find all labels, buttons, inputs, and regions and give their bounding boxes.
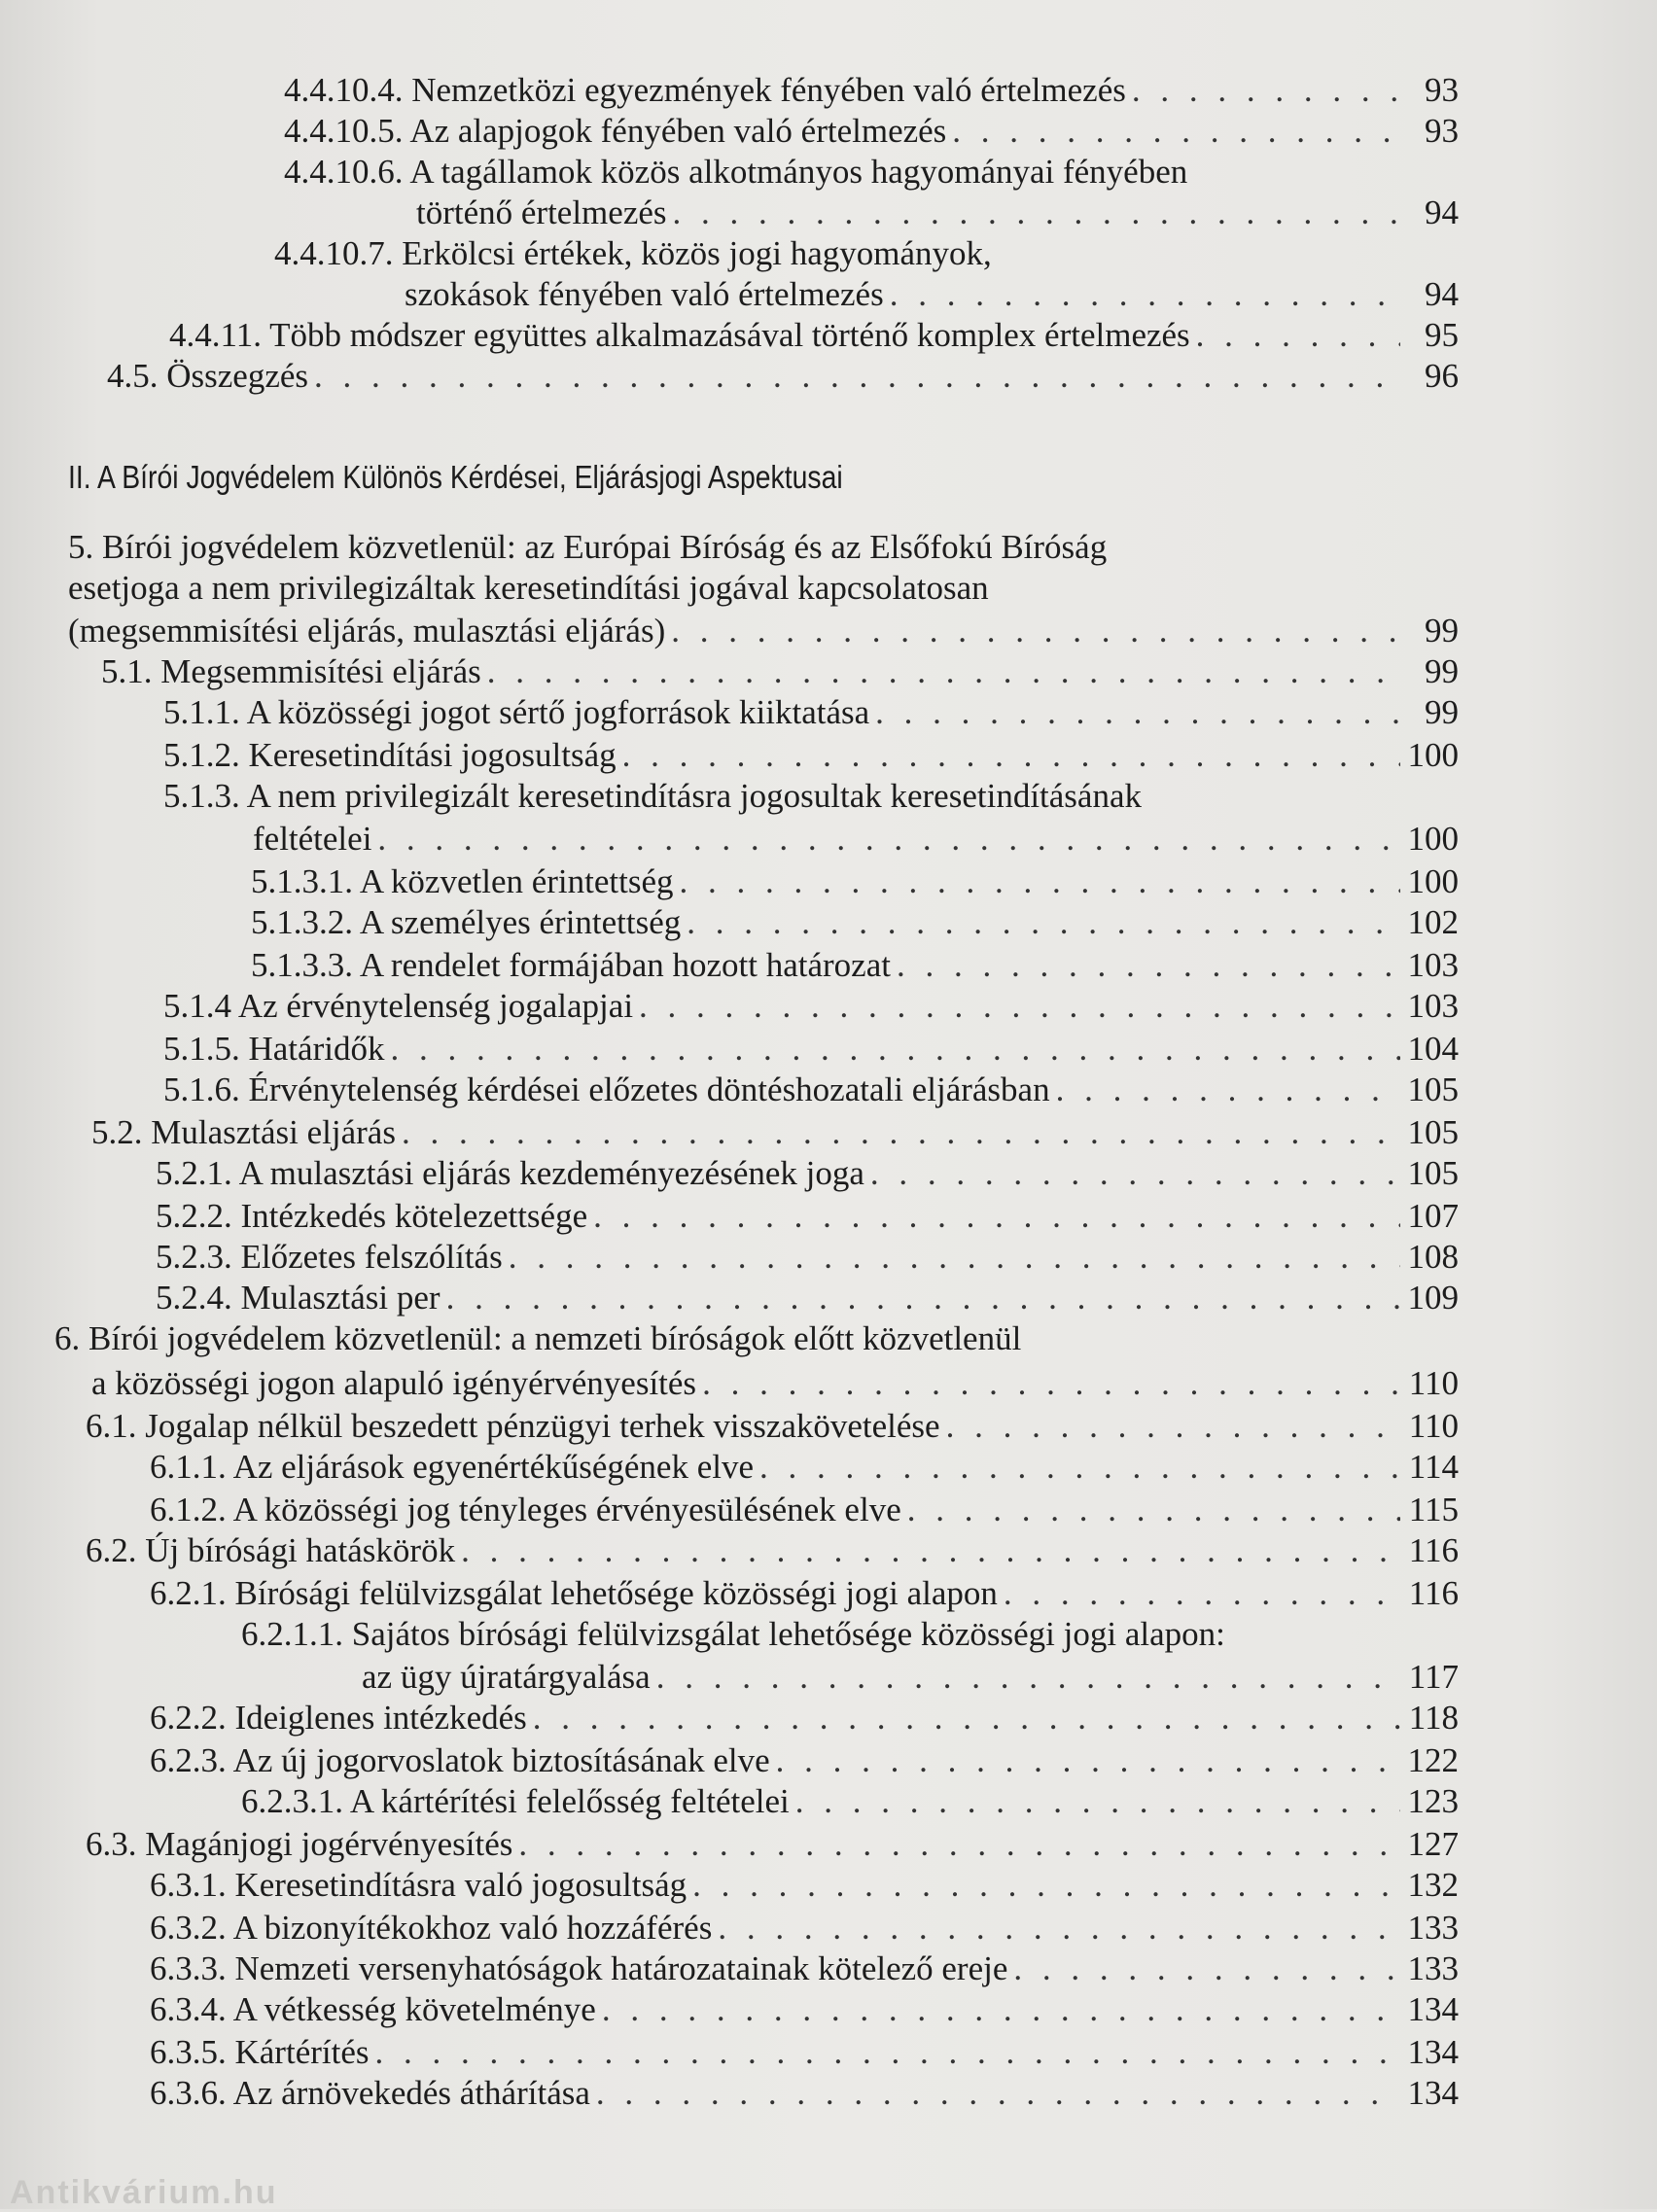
entry-title: A mulasztási eljárás kezdeményezésének joga — [238, 1154, 864, 1192]
entry-number: 6.1. — [86, 1407, 137, 1445]
entry-number: 5.2.3. — [156, 1238, 232, 1276]
entry-title-continued: feltételei — [253, 820, 372, 858]
page-number: 100 — [1407, 862, 1459, 900]
leader-dots — [390, 1029, 1400, 1070]
entry-number: 6.1.2. — [150, 1491, 227, 1528]
page-number: 105 — [1407, 1154, 1459, 1192]
chapter-heading-line — [54, 1318, 1459, 1359]
page-number: 133 — [1407, 1909, 1459, 1947]
page-number: 93 — [1425, 71, 1459, 109]
entry-number: 6.2.3. — [150, 1741, 227, 1779]
entry-title-continued: az ügy újratárgyalása — [362, 1658, 651, 1696]
entry-number: 4.4.10.5. — [284, 112, 404, 150]
toc-entry — [251, 945, 1459, 986]
page-number: 94 — [1425, 193, 1459, 231]
entry-title: Sajátos bírósági felülvizsgálat lehetősége közösségi jogi alapon: — [351, 1615, 1225, 1653]
leader-dots — [602, 1989, 1400, 2030]
entry-number: 5.1.4 — [163, 987, 231, 1025]
entry-title: Kártérítés — [234, 2033, 370, 2071]
entry-title: Ideiglenes intézkedés — [234, 1699, 527, 1737]
leader-dots — [487, 651, 1400, 692]
entry-title: Mulasztási per — [240, 1279, 441, 1317]
leader-dots — [622, 735, 1400, 776]
toc-entry-first-line — [284, 152, 1459, 193]
leader-dots — [593, 1196, 1400, 1237]
entry-number: 6.2.2. — [150, 1699, 227, 1737]
toc-entry-first-line — [241, 1614, 1459, 1655]
leader-dots — [870, 1153, 1400, 1194]
page-number: 105 — [1407, 1113, 1459, 1151]
toc-entry — [150, 1949, 1459, 1989]
leader-dots — [759, 1447, 1400, 1488]
leader-dots — [533, 1698, 1400, 1738]
entry-number: 5.1.3.2. — [251, 903, 353, 941]
toc-entry — [107, 356, 1459, 397]
entry-title: Az új jogorvoslatok biztosításának elve — [232, 1741, 770, 1779]
entry-title: A közvetlen érintettség — [359, 862, 674, 900]
toc-entry — [150, 1447, 1459, 1488]
entry-number: 6.3.1. — [150, 1866, 227, 1904]
entry-title: Megsemmisítési eljárás — [160, 652, 481, 690]
entry-number: 6.1.1. — [150, 1448, 227, 1486]
toc-entry — [163, 735, 1459, 776]
entry-number: 5.2. — [91, 1113, 143, 1151]
entry-title: Magánjogi jogérvényesítés — [145, 1825, 513, 1863]
toc-entry-continuation — [253, 819, 1459, 860]
leader-dots — [314, 356, 1400, 397]
page-number: 100 — [1407, 820, 1459, 858]
toc-entry — [150, 2032, 1459, 2073]
entry-title: A kártérítési felelősség feltételei — [349, 1782, 790, 1820]
toc-entry — [163, 1029, 1459, 1070]
toc-entry — [156, 1237, 1459, 1278]
toc-entry — [284, 70, 1459, 111]
page-number: 105 — [1407, 1071, 1459, 1108]
leader-dots — [718, 1908, 1400, 1949]
entry-title: Intézkedés kötelezettsége — [240, 1197, 588, 1235]
entry-number: 6.2.3.1. — [241, 1782, 343, 1820]
toc-entry — [86, 1824, 1459, 1865]
entry-title: A tagállamok közös alkotmányos hagyományai fényében — [409, 153, 1188, 191]
page-number: 123 — [1407, 1782, 1459, 1820]
entry-title: Több módszer együttes alkalmazásával történő komplex értelmezés — [269, 316, 1190, 354]
page-number: 102 — [1407, 903, 1459, 941]
page-number: 107 — [1407, 1197, 1459, 1235]
entry-title: A közösségi jog tényleges érvényesülésének elve — [232, 1491, 901, 1528]
entry-number: 5.1.1. — [163, 693, 240, 731]
page-number: 122 — [1407, 1741, 1459, 1779]
leader-dots — [702, 1363, 1400, 1404]
page-number: 108 — [1407, 1238, 1459, 1276]
page-number: 117 — [1408, 1658, 1459, 1696]
entry-number: 6.3. — [86, 1825, 137, 1863]
entry-number: 5.1. — [101, 652, 153, 690]
entry-number: 6.2.1. — [150, 1574, 227, 1612]
leader-dots — [776, 1740, 1400, 1781]
entry-title: Keresetindítási jogosultság — [248, 736, 617, 774]
entry-title: A rendelet formájában hozott határozat — [359, 946, 891, 984]
toc-entry — [150, 1989, 1459, 2030]
entry-number: 4.4.10.4. — [284, 71, 404, 109]
entry-number: 6.3.3. — [150, 1949, 227, 1987]
page-number: 99 — [1425, 652, 1459, 690]
toc-entry — [150, 1573, 1459, 1614]
leader-dots — [1056, 1070, 1400, 1110]
entry-title: Új bírósági hatáskörök — [145, 1531, 456, 1569]
leader-dots — [377, 819, 1400, 860]
page-number: 115 — [1408, 1491, 1459, 1528]
toc-entry — [150, 2073, 1459, 2114]
entry-title: Összegzés — [166, 357, 309, 395]
entry-number: 4.4.10.6. — [284, 153, 404, 191]
entry-number: 4.5. — [107, 357, 159, 395]
entry-number: 6.2. — [86, 1531, 137, 1569]
entry-number: 5.1.3. — [163, 777, 240, 815]
entry-title: Az érvénytelenség jogalapjai — [237, 987, 634, 1025]
toc-entry-continuation — [416, 193, 1459, 233]
page-number: 99 — [1425, 612, 1459, 650]
leader-dots — [461, 1530, 1400, 1571]
toc-entry — [284, 111, 1459, 152]
toc-entry — [163, 986, 1459, 1027]
entry-title: Az árnövekedés áthárítása — [232, 2074, 590, 2112]
entry-number: 6.3.6. — [150, 2074, 227, 2112]
entry-title-continued: szokások fényében való értelmezés — [405, 275, 884, 313]
leader-dots — [402, 1112, 1400, 1153]
toc-entry-continuation — [362, 1657, 1459, 1698]
entry-number: 4.4.11. — [169, 316, 262, 354]
leader-dots — [673, 193, 1400, 233]
page-number: 100 — [1407, 736, 1459, 774]
leader-dots — [795, 1781, 1400, 1822]
chapter-heading-line: esetjoga a nem privilegizáltak keresetindítási jogával kapcsolatosan — [68, 569, 989, 607]
page-number: 133 — [1407, 1949, 1459, 1987]
leader-dots — [687, 902, 1400, 943]
entry-number: 5.1.6. — [163, 1071, 240, 1108]
leader-dots — [374, 2032, 1400, 2073]
chapter-heading-last-line — [68, 611, 1459, 651]
part-heading: II. A Bírói Jogvédelem Különös Kérdései, Eljárásjogi Aspektusai — [68, 459, 843, 495]
leader-dots — [518, 1824, 1400, 1865]
toc-entry — [169, 315, 1459, 356]
leader-dots — [952, 111, 1400, 152]
page-number: 103 — [1407, 946, 1459, 984]
entry-number: 6.3.4. — [150, 1990, 227, 2028]
entry-title: A bizonyítékokhoz való hozzáférés — [232, 1909, 713, 1947]
toc-entry — [251, 902, 1459, 943]
leader-dots — [946, 1406, 1400, 1447]
leader-dots — [680, 861, 1400, 902]
entry-title: A közösségi jogot sértő jogforrások kiiktatása — [246, 693, 870, 731]
page-number: 116 — [1408, 1531, 1459, 1569]
entry-title: Az alapjogok fényében való értelmezés — [409, 112, 947, 150]
toc-entry — [86, 1530, 1459, 1571]
toc-entry — [241, 1781, 1459, 1822]
page-number: 114 — [1408, 1448, 1459, 1486]
leader-dots — [1196, 315, 1400, 356]
page-number: 104 — [1407, 1030, 1459, 1068]
entry-title: Mulasztási eljárás — [151, 1113, 396, 1151]
chapter-number: 6. — [54, 1319, 81, 1357]
entry-title: Előzetes felszólítás — [240, 1238, 503, 1276]
toc-entry — [163, 1070, 1459, 1110]
toc-entry — [156, 1196, 1459, 1237]
entry-title: A személyes érintettség — [359, 903, 682, 941]
toc-entry — [101, 651, 1459, 692]
toc-entry-first-line — [163, 776, 1459, 817]
entry-number: 5.2.4. — [156, 1279, 232, 1317]
leader-dots — [656, 1657, 1400, 1698]
page-number: 95 — [1425, 316, 1459, 354]
entry-number: 5.1.3.3. — [251, 946, 353, 984]
chapter-title: Bírói jogvédelem közvetlenül: az Európai Bíróság és az Elsőfokú Bíróság — [102, 528, 1108, 566]
chapter-title-continued: a közösségi jogon alapuló igényérvényesítés — [91, 1364, 697, 1402]
toc-entry — [156, 1278, 1459, 1318]
page-number: 110 — [1408, 1364, 1459, 1402]
entry-number: 5.1.2. — [163, 736, 240, 774]
leader-dots — [692, 1865, 1400, 1906]
leader-dots — [446, 1278, 1400, 1318]
entry-number: 5.1.5. — [163, 1030, 240, 1068]
entry-title: Nemzetközi egyezmények fényében való értelmezés — [411, 71, 1126, 109]
chapter-title-continued: (megsemmisítési eljárás, mulasztási eljárás) — [68, 612, 666, 650]
entry-number: 4.4.10.7. — [274, 234, 394, 272]
toc-entry — [150, 1740, 1459, 1781]
page-number: 132 — [1407, 1866, 1459, 1904]
leader-dots — [671, 611, 1400, 651]
leader-dots — [1132, 70, 1400, 111]
entry-number: 6.3.2. — [150, 1909, 227, 1947]
entry-title: Keresetindításra való jogosultság — [234, 1866, 687, 1904]
chapter-number: 5. — [68, 528, 94, 566]
chapter-title: Bírói jogvédelem közvetlenül: a nemzeti bíróságok előtt közvetlenül — [88, 1319, 1022, 1357]
entry-title: Az eljárások egyenértékűségének elve — [232, 1448, 755, 1486]
entry-number: 6.3.5. — [150, 2033, 227, 2071]
leader-dots — [875, 692, 1400, 733]
leader-dots — [907, 1490, 1400, 1530]
page-number: 93 — [1425, 112, 1459, 150]
page-number: 94 — [1425, 275, 1459, 313]
page-number: 99 — [1425, 693, 1459, 731]
leader-dots — [596, 2073, 1400, 2114]
toc-entry-continuation — [405, 274, 1459, 315]
leader-dots — [897, 945, 1400, 986]
toc-entry — [251, 861, 1459, 902]
toc-entry — [150, 1908, 1459, 1949]
entry-title: Nemzeti versenyhatóságok határozatainak kötelező ereje — [234, 1949, 1008, 1987]
entry-title: Erkölcsi értékek, közös jogi hagyományok, — [402, 234, 992, 272]
entry-title: Bírósági felülvizsgálat lehetősége közösségi jogi alapon — [234, 1574, 998, 1612]
page-number: 116 — [1408, 1574, 1459, 1612]
entry-number: 6.2.1.1. — [241, 1615, 343, 1653]
toc-entry — [163, 692, 1459, 733]
toc-entry — [150, 1865, 1459, 1906]
toc-entry — [86, 1406, 1459, 1447]
page-number: 134 — [1407, 2033, 1459, 2071]
watermark: Antikvárium.hu — [10, 2174, 278, 2211]
page-number: 118 — [1408, 1699, 1459, 1737]
page-number: 110 — [1408, 1407, 1459, 1445]
page-number: 134 — [1407, 2074, 1459, 2112]
page-number: 96 — [1425, 357, 1459, 395]
chapter-heading-line — [68, 527, 1459, 568]
leader-dots — [1004, 1573, 1400, 1614]
entry-title: Határidők — [248, 1030, 385, 1068]
leader-dots — [1013, 1949, 1400, 1989]
toc-entry — [91, 1112, 1459, 1153]
leader-dots — [890, 274, 1400, 315]
toc-entry — [150, 1490, 1459, 1530]
entry-title: A vétkesség követelménye — [232, 1990, 596, 2028]
entry-number: 5.1.3.1. — [251, 862, 353, 900]
entry-title: Érvénytelenség kérdései előzetes döntéshozatali eljárásban — [248, 1071, 1050, 1108]
toc-entry — [150, 1698, 1459, 1738]
toc-entry — [156, 1153, 1459, 1194]
page-number: 103 — [1407, 987, 1459, 1025]
page-number: 109 — [1407, 1279, 1459, 1317]
toc-entry-first-line — [274, 233, 1459, 274]
entry-title-continued: történő értelmezés — [416, 193, 667, 231]
entry-number: 5.2.2. — [156, 1197, 232, 1235]
chapter-heading-last-line — [91, 1363, 1459, 1404]
leader-dots — [639, 986, 1400, 1027]
entry-title: A nem privilegizált keresetindításra jogosultak keresetindításának — [246, 777, 1142, 815]
page-number: 134 — [1407, 1990, 1459, 2028]
page-number: 127 — [1407, 1825, 1459, 1863]
leader-dots — [509, 1237, 1400, 1278]
entry-title: Jogalap nélkül beszedett pénzügyi terhek visszakövetelése — [145, 1407, 940, 1445]
entry-number: 5.2.1. — [156, 1154, 232, 1192]
